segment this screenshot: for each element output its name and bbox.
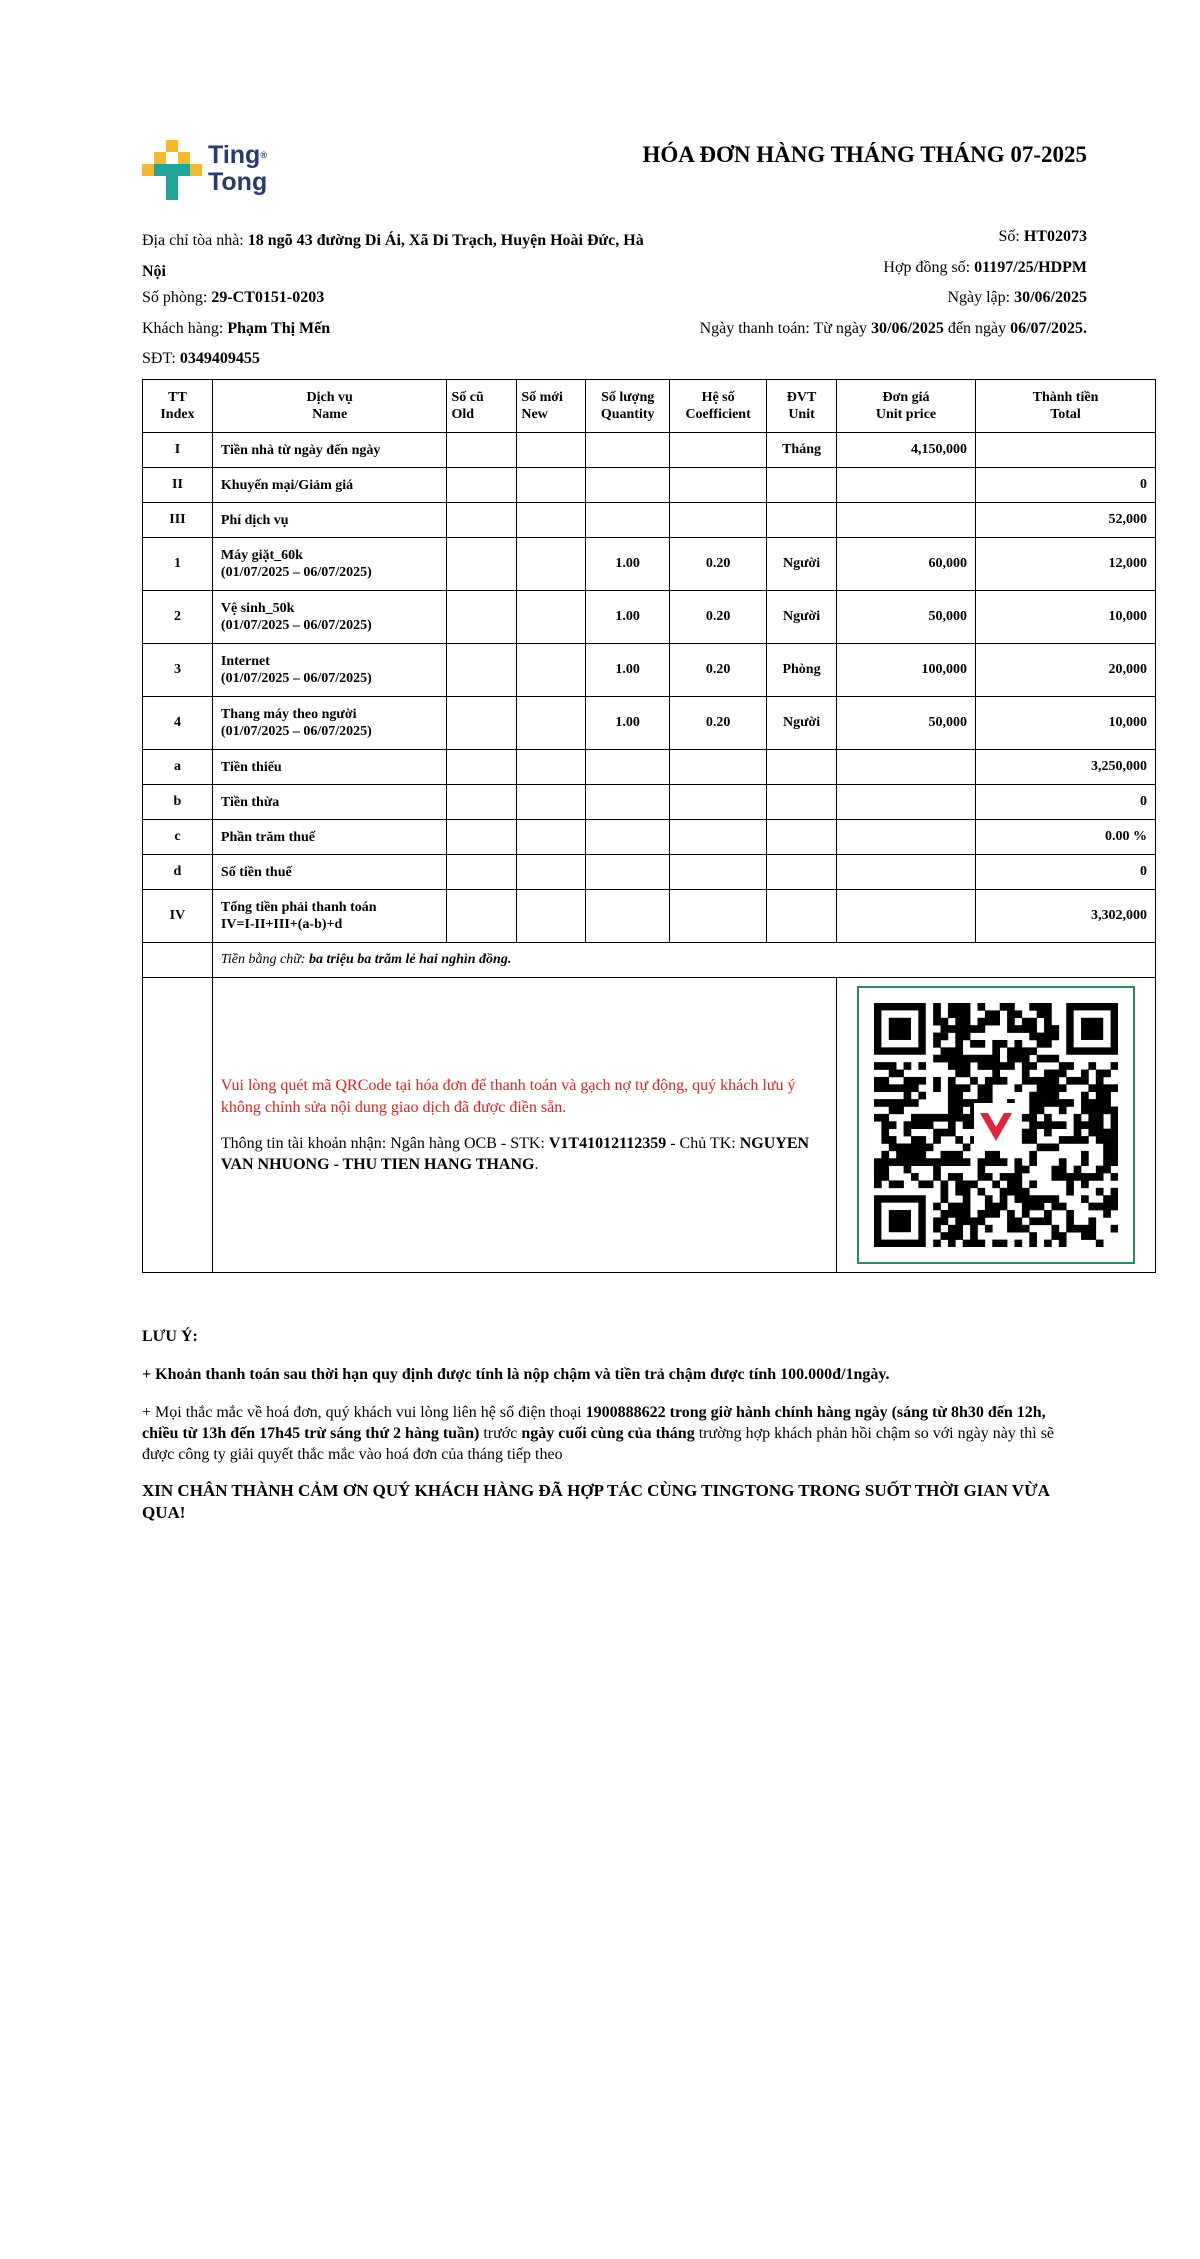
- service-name: Khuyến mại/Giảm giá: [220, 477, 354, 493]
- header-new: Số mới New: [517, 380, 586, 433]
- cell-new: [517, 433, 586, 468]
- issue-date-label: Ngày lập:: [947, 289, 1011, 306]
- cell-coef: [670, 890, 767, 943]
- service-name: Máy giặt_60k: [220, 548, 303, 563]
- notes-contact-b: 1900888622 trong giờ hành chính hàng ngày (sáng từ 8h30 đến 12h, chiều từ 13h đến 17h45 trừ sáng thứ 2 hàng tuần): [142, 1404, 1046, 1442]
- cell-coef: 0.20: [670, 538, 767, 591]
- cell-total: [975, 433, 1155, 468]
- service-period: IV=I-II+III+(a-b)+d: [220, 917, 343, 932]
- notes-contact-e: trường hợp khách phản hồi chậm so với ngày này thì sẽ được công ty giải quyết thắc mắc vào hoá đơn của tháng tiếp theo: [142, 1425, 1055, 1463]
- cell-qty: [586, 890, 670, 943]
- logo-mark-icon: [142, 140, 204, 202]
- cell-price: 60,000: [837, 538, 976, 591]
- header-old: Số cũ Old: [447, 380, 517, 433]
- phone-value: 0349409455: [179, 350, 260, 367]
- payment-from: 30/06/2025: [871, 320, 944, 337]
- cell-unit: Người: [767, 538, 837, 591]
- cell-price: 100,000: [837, 644, 976, 697]
- payment-mid: đến ngày: [947, 320, 1007, 337]
- notes-heading: LƯU Ý:: [142, 1328, 198, 1345]
- words-label: Tiền bằng chữ:: [220, 952, 306, 967]
- service-name: Thang máy theo người: [220, 707, 357, 722]
- cell-index: d: [143, 855, 213, 890]
- payment-info: [212, 978, 836, 1273]
- cell-name: [212, 820, 447, 855]
- cell-unit: Phòng: [767, 644, 837, 697]
- cell-price: [837, 855, 976, 890]
- qr-payment-note: Vui lòng quét mã QRCode tại hóa đơn để thanh toán và gạch nợ tự động, quý khách lưu ý không chỉnh sửa nội dung giao dịch đã được điền sẵn.: [220, 1077, 796, 1116]
- holder-name: NGUYEN VAN NHUONG - THU TIEN HANG THANG: [220, 1135, 810, 1173]
- cell-new: [517, 503, 586, 538]
- payment-to: 06/07/2025.: [1010, 320, 1087, 337]
- holder-label: - Chủ TK:: [670, 1135, 736, 1152]
- brand-name: [208, 142, 267, 196]
- header-unit: ĐVT Unit: [767, 380, 837, 433]
- cell-old: [447, 538, 517, 591]
- cell-qty: 1.00: [586, 697, 670, 750]
- cell-coef: [670, 468, 767, 503]
- cell-qty: [586, 468, 670, 503]
- cell-qty: 1.00: [586, 591, 670, 644]
- cell-new: [517, 644, 586, 697]
- payment-empty-cell: [143, 978, 213, 1273]
- cell-index: 3: [143, 644, 213, 697]
- cell-index: IV: [143, 890, 213, 943]
- cell-unit: [767, 855, 837, 890]
- cell-total: 12,000: [975, 538, 1155, 591]
- notes-late-payment: + Khoản thanh toán sau thời hạn quy định được tính là nộp chậm và tiền trả chậm được tính 100.000đ/1ngày.: [142, 1366, 890, 1383]
- contract-label: Hợp đồng số:: [883, 259, 971, 276]
- cell-price: [837, 468, 976, 503]
- header-coefficient: Hệ số Coefficient: [670, 380, 767, 433]
- cell-total: 0.00 %: [975, 820, 1155, 855]
- cell-new: [517, 820, 586, 855]
- cell-qty: 1.00: [586, 538, 670, 591]
- payment-period-label: Ngày thanh toán: Từ ngày: [699, 320, 868, 337]
- notes-contact-d: ngày cuối cùng của tháng: [521, 1425, 695, 1442]
- table-row: [143, 855, 1156, 890]
- cell-price: 50,000: [837, 697, 976, 750]
- cell-index: 4: [143, 697, 213, 750]
- cell-unit: Người: [767, 591, 837, 644]
- cell-unit: [767, 890, 837, 943]
- payment-period: [567, 319, 1087, 339]
- cell-coef: 0.20: [670, 591, 767, 644]
- cell-index: II: [143, 468, 213, 503]
- contract-value: 01197/25/HDPM: [974, 259, 1087, 276]
- service-period: (01/07/2025 – 06/07/2025): [220, 565, 372, 580]
- issue-date: [567, 288, 1087, 308]
- cell-new: [517, 591, 586, 644]
- customer-value: Phạm Thị Mến: [227, 320, 331, 337]
- room-value: 29-CT0151-0203: [211, 289, 325, 306]
- phone-info: [142, 349, 662, 369]
- cell-total: 0: [975, 468, 1155, 503]
- service-name: Phần trăm thuế: [220, 829, 316, 845]
- thanks-message: XIN CHÂN THÀNH CẢM ƠN QUÝ KHÁCH HÀNG ĐÃ HỢP TÁC CÙNG TINGTONG TRONG SUỐT THỜI GIAN VỪA QUA!: [142, 1481, 1049, 1522]
- cell-qty: [586, 503, 670, 538]
- table-row: [143, 468, 1156, 503]
- cell-new: [517, 855, 586, 890]
- service-name: Vệ sinh_50k: [220, 601, 295, 616]
- tingtong-logo: [142, 140, 292, 202]
- cell-qty: [586, 433, 670, 468]
- cell-new: [517, 468, 586, 503]
- cell-coef: [670, 855, 767, 890]
- cell-unit: [767, 750, 837, 785]
- cell-total: 52,000: [975, 503, 1155, 538]
- cell-name: [212, 538, 447, 591]
- cell-index: c: [143, 820, 213, 855]
- cell-coef: [670, 820, 767, 855]
- notes-contact: [142, 1402, 1062, 1465]
- notes-contact-a: + Mọi thắc mắc về hoá đơn, quý khách vui lòng liên hệ số điện thoại: [142, 1404, 582, 1421]
- cell-index: a: [143, 750, 213, 785]
- account-prefix: Thông tin tài khoản nhận: Ngân hàng OCB - STK:: [220, 1135, 545, 1152]
- address-value: 18 ngõ 43 đường Di Ái, Xã Di Trạch, Huyện Hoài Đức, Hà Nội: [142, 232, 644, 280]
- invoice-title: HÓA ĐƠN HÀNG THÁNG THÁNG 07-2025: [642, 142, 1087, 167]
- service-period: (01/07/2025 – 06/07/2025): [220, 618, 372, 633]
- cell-new: [517, 697, 586, 750]
- cell-unit: [767, 503, 837, 538]
- cell-price: 50,000: [837, 591, 976, 644]
- cell-index: 1: [143, 538, 213, 591]
- header-name: Dịch vụ Name: [212, 380, 447, 433]
- table-row: [143, 820, 1156, 855]
- cell-coef: [670, 785, 767, 820]
- service-name: Tổng tiền phải thanh toán: [220, 900, 377, 915]
- issue-date-value: 30/06/2025: [1014, 289, 1087, 306]
- cell-index: b: [143, 785, 213, 820]
- cell-price: [837, 503, 976, 538]
- service-period: (01/07/2025 – 06/07/2025): [220, 671, 372, 686]
- cell-total: 10,000: [975, 697, 1155, 750]
- cell-price: [837, 820, 976, 855]
- service-name: Số tiền thuế: [220, 864, 292, 880]
- table-row: [143, 503, 1156, 538]
- contract-number: [567, 258, 1087, 278]
- qr-code-icon[interactable]: [857, 986, 1135, 1264]
- cell-qty: 1.00: [586, 644, 670, 697]
- service-name: Tiền nhà từ ngày đến ngày: [220, 442, 381, 458]
- address-label: Địa chỉ tòa nhà:: [142, 232, 244, 249]
- header-quantity: Số lượng Quantity: [586, 380, 670, 433]
- cell-new: [517, 538, 586, 591]
- header-index: TT Index: [143, 380, 213, 433]
- cell-old: [447, 697, 517, 750]
- cell-index: III: [143, 503, 213, 538]
- cell-qty: [586, 750, 670, 785]
- brand-mark: ®: [260, 150, 267, 160]
- cell-name: [212, 591, 447, 644]
- table-row: [143, 538, 1156, 591]
- service-name: Internet: [220, 654, 270, 669]
- invoice-number: [567, 227, 1087, 247]
- table-row: [143, 785, 1156, 820]
- cell-total: 0: [975, 855, 1155, 890]
- cell-price: 4,150,000: [837, 433, 976, 468]
- notes-contact-c: trước: [483, 1425, 518, 1442]
- cell-coef: 0.20: [670, 644, 767, 697]
- header-unit-price: Đơn giá Unit price: [837, 380, 976, 433]
- cell-unit: [767, 820, 837, 855]
- cell-total: 10,000: [975, 591, 1155, 644]
- cell-name: [212, 785, 447, 820]
- amount-in-words-row: [143, 943, 1156, 978]
- cell-name: [212, 644, 447, 697]
- customer-label: Khách hàng:: [142, 320, 224, 337]
- account-number: V1T41012112359: [548, 1135, 667, 1152]
- cell-qty: [586, 855, 670, 890]
- cell-qty: [586, 785, 670, 820]
- cell-old: [447, 591, 517, 644]
- cell-total: 3,302,000: [975, 890, 1155, 943]
- cell-old: [447, 503, 517, 538]
- words-value: ba triệu ba trăm lẻ hai nghìn đồng.: [309, 952, 512, 967]
- cell-unit: [767, 785, 837, 820]
- cell-old: [447, 468, 517, 503]
- service-name: Phí dịch vụ: [220, 512, 289, 528]
- cell-new: [517, 750, 586, 785]
- qr-cell: [837, 978, 1156, 1273]
- cell-name: [212, 503, 447, 538]
- cell-unit: [767, 468, 837, 503]
- invoice-no-value: HT02073: [1023, 228, 1087, 245]
- cell-name: [212, 468, 447, 503]
- cell-price: [837, 890, 976, 943]
- cell-price: [837, 785, 976, 820]
- service-period: (01/07/2025 – 06/07/2025): [220, 724, 372, 739]
- brand-line2: Tong: [208, 168, 268, 196]
- service-name: Tiền thiếu: [220, 759, 282, 775]
- bank-account-info: Thông tin tài khoản nhận: Ngân hàng OCB - STK: V1T41012112359 - Chủ TK: NGUYEN VAN NHUONG - THU TIEN HANG THANG.: [220, 1135, 810, 1173]
- cell-name: [212, 890, 447, 943]
- cell-old: [447, 820, 517, 855]
- phone-label: SĐT:: [142, 350, 176, 367]
- table-row: [143, 750, 1156, 785]
- qr-code-image: [874, 1003, 1118, 1247]
- cell-unit: Người: [767, 697, 837, 750]
- cell-old: [447, 433, 517, 468]
- room-label: Số phòng:: [142, 289, 208, 306]
- cell-qty: [586, 820, 670, 855]
- cell-coef: [670, 433, 767, 468]
- brand-line1: Ting: [208, 141, 261, 169]
- cell-name: [212, 750, 447, 785]
- cell-name: [212, 855, 447, 890]
- cell-new: [517, 785, 586, 820]
- table-header-row: [143, 380, 1156, 433]
- amount-in-words: [212, 943, 1155, 978]
- cell-name: [212, 433, 447, 468]
- payment-row: [143, 978, 1156, 1273]
- service-name: Tiền thừa: [220, 794, 280, 810]
- table-row: [143, 644, 1156, 697]
- cell-coef: 0.20: [670, 697, 767, 750]
- cell-coef: [670, 503, 767, 538]
- cell-old: [447, 785, 517, 820]
- cell-total: 3,250,000: [975, 750, 1155, 785]
- cell-coef: [670, 750, 767, 785]
- cell-price: [837, 750, 976, 785]
- cell-old: [447, 750, 517, 785]
- cell-total: 0: [975, 785, 1155, 820]
- invoice-no-label: Số:: [998, 228, 1020, 245]
- cell-name: [212, 697, 447, 750]
- cell-old: [447, 890, 517, 943]
- cell-old: [447, 855, 517, 890]
- cell-index: I: [143, 433, 213, 468]
- table-row: [143, 591, 1156, 644]
- cell-old: [447, 644, 517, 697]
- table-row: [143, 697, 1156, 750]
- cell-total: 20,000: [975, 644, 1155, 697]
- words-empty-cell: [143, 943, 213, 978]
- table-row: [143, 433, 1156, 468]
- cell-index: 2: [143, 591, 213, 644]
- cell-unit: Tháng: [767, 433, 837, 468]
- header-total: Thành tiền Total: [975, 380, 1155, 433]
- table-row: [143, 890, 1156, 943]
- invoice-table: [142, 379, 1156, 1273]
- cell-new: [517, 890, 586, 943]
